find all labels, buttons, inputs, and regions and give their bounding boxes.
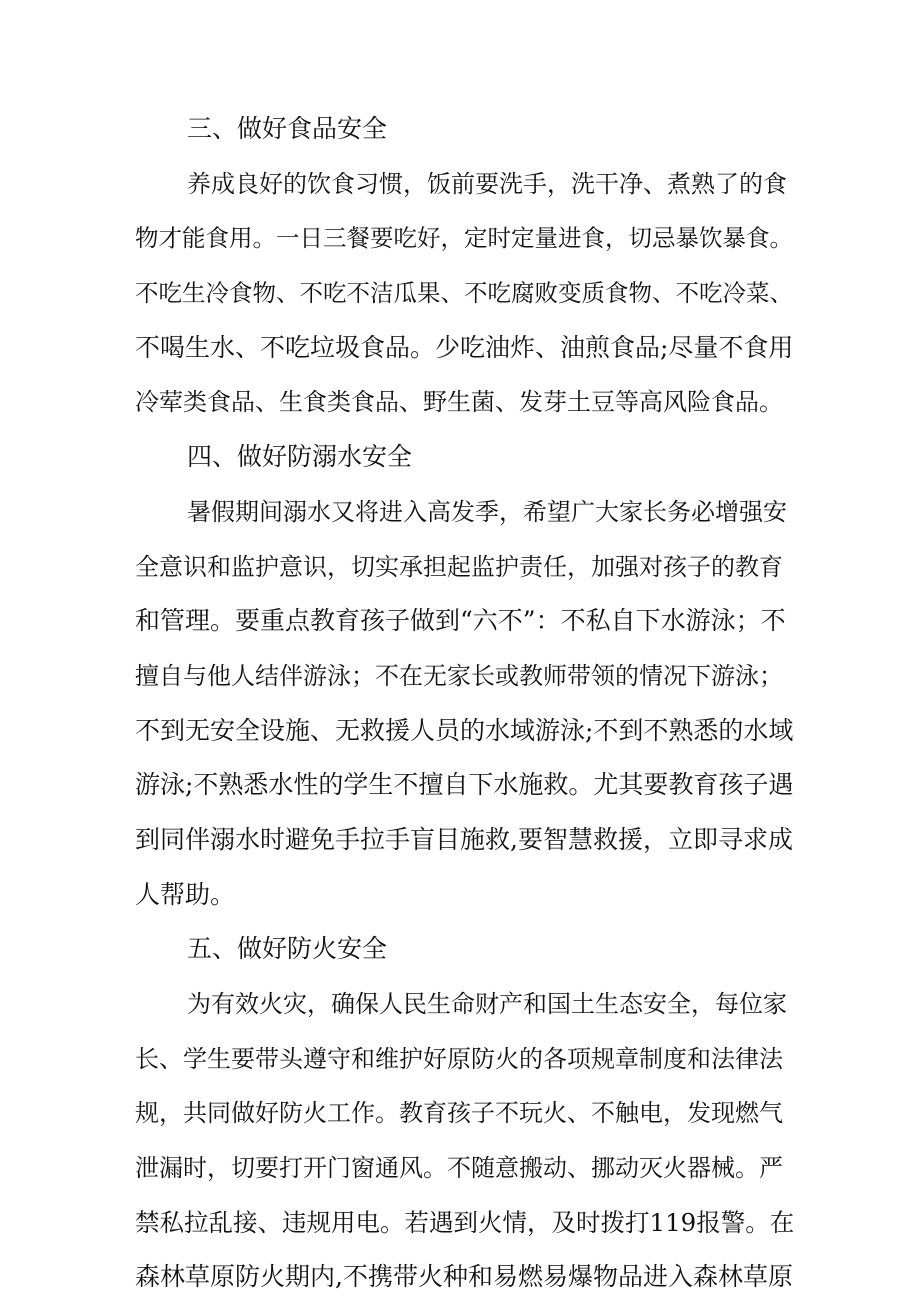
paragraph-line: 森林草原防火期内,不携带火种和易燃易爆物品进入森林草原 xyxy=(135,1262,793,1292)
paragraph-line: 规，共同做好防火工作。教育孩子不玩火、不触电，发现燃气 xyxy=(135,1099,783,1128)
paragraph-line: 长、学生要带头遵守和维护好原防火的各项规章制度和法律法 xyxy=(135,1044,783,1073)
paragraph-line: 全意识和监护意识，切实承担起监护责任，加强对孩子的教育 xyxy=(135,552,783,581)
paragraph-line: 游泳;不熟悉水性的学生不擅自下水施救。尤其要教育孩子遇 xyxy=(135,770,794,800)
paragraph-line: 为有效火灾，确保人民生命财产和国土生态安全，每位家 xyxy=(187,990,787,1018)
paragraph-line: 泄漏时，切要打开门窗通风。不随意搬动、挪动灭火器械。严 xyxy=(135,1154,783,1183)
paragraph-line: 到同伴溺水时避免手拉手盲目施救,要智慧救援，立即寻求成 xyxy=(135,824,793,854)
paragraph-line: 禁私拉乱接、违规用电。若遇到火情，及时拨打119报警。在 xyxy=(135,1207,795,1237)
document-page xyxy=(135,102,795,1305)
paragraph-line: 养成良好的饮食习惯，饭前要洗手，洗干净、煮熟了的食 xyxy=(187,169,787,198)
paragraph-line: 不喝生水、不吃垃圾食品。少吃油炸、油煎食品;尽量不食用 xyxy=(135,332,794,362)
paragraph-line: 暑假期间溺水又将进入高发季，希望广大家长务必增强安 xyxy=(187,497,787,526)
section-heading-drowning-safety: 四、做好防溺水安全 xyxy=(187,442,413,472)
paragraph-line: 不到无安全设施、无救援人员的水域游泳;不到不熟悉的水域 xyxy=(135,715,794,745)
paragraph-line: 人帮助。 xyxy=(135,879,236,909)
section-heading-fire-safety: 五、做好防火安全 xyxy=(187,934,388,964)
paragraph-line: 不吃生冷食物、不吃不洁瓜果、不吃腐败变质食物、不吃冷菜、 xyxy=(135,279,793,308)
section-heading-food-safety: 三、做好食品安全 xyxy=(187,114,388,143)
paragraph-line: 擅自与他人结伴游泳；不在无家长或教师带领的情况下游泳； xyxy=(135,661,783,690)
paragraph-line: 和管理。要重点教育孩子做到“六不”：不私自下水游泳；不 xyxy=(135,606,786,636)
paragraph-line: 物才能食用。一日三餐要吃好，定时定量进食，切忌暴饮暴食。 xyxy=(135,224,793,253)
paragraph-line: 冷荤类食品、生食类食品、野生菌、发芽土豆等高风险食品。 xyxy=(135,388,783,417)
